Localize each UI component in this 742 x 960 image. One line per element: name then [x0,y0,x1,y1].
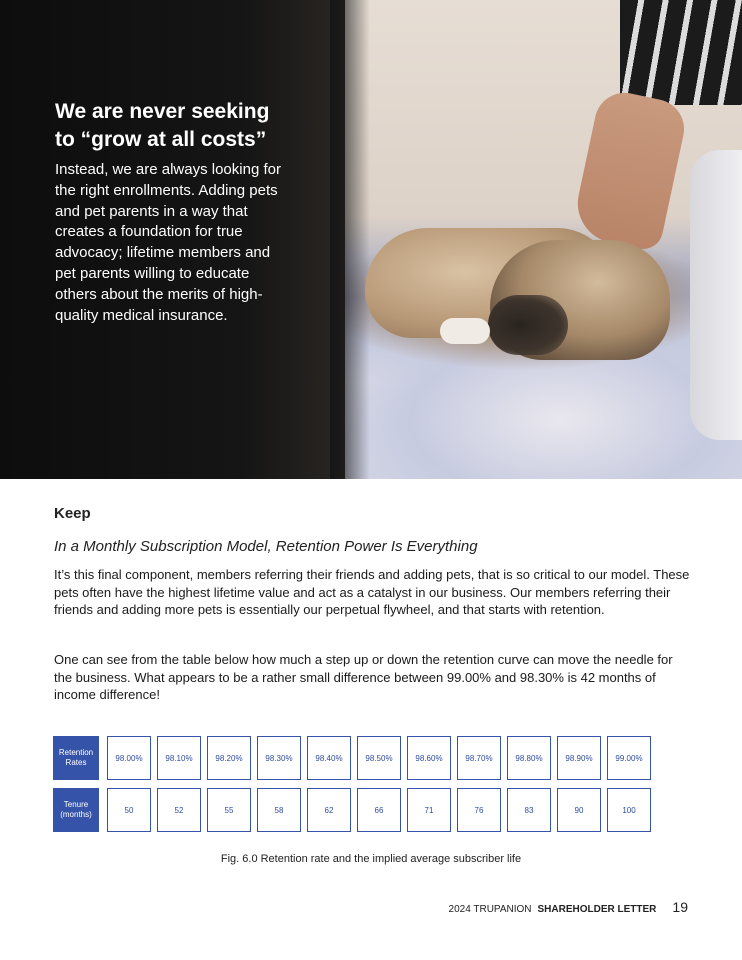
tenure-cell: 71 [407,788,451,832]
hero-shadow [330,0,370,479]
tenure-row-header: Tenure (months) [53,788,99,832]
tenure-cell: 52 [157,788,201,832]
tenure-cell: 100 [607,788,651,832]
paragraph-1: It’s this final component, members referring their friends and adding pets, that is so critical to our model. These pets often have the highest lifetime value and act as a catalyst in our business. Our members referring their friends and adding more pets is essentially our perpetual flywheel, and that starts with retention. [54,567,690,617]
tenure-cell: 62 [307,788,351,832]
hero-text-block [55,98,295,326]
tenure-cell: 76 [457,788,501,832]
tenure-cell: 83 [507,788,551,832]
page-footer [449,899,688,915]
puppy-paw [440,318,490,344]
hero-sleeve [620,0,742,105]
hero-body: Instead, we are always looking for the right enrollments. Adding pets and pet parents in a way that creates a foundation for true advocacy; lifetime members and pet parents willing to educate others about the merits of high-quality medical insurance. [55,161,281,324]
retention-cell: 98.90% [557,736,601,780]
retention-cell: 98.60% [407,736,451,780]
tenure-cell: 50 [107,788,151,832]
retention-row-header: Retention Rates [53,736,99,780]
section-subtitle: In a Monthly Subscription Model, Retention Power Is Everything [54,538,478,555]
tenure-cell: 58 [257,788,301,832]
retention-cell: 98.70% [457,736,501,780]
tenure-cell: 66 [357,788,401,832]
retention-cell: 98.20% [207,736,251,780]
hero-image [0,0,742,479]
hero-arm [570,87,689,252]
tenure-cell: 55 [207,788,251,832]
retention-cell: 98.00% [107,736,151,780]
footer-prefix: 2024 TRUPANION [448,904,532,915]
puppy-muzzle [488,295,568,355]
retention-cell: 98.40% [307,736,351,780]
paragraph-2: One can see from the table below how much a step up or down the retention curve can move the needle for the business. What appears to be a rather small difference between 99.00% and 98.30% is 42 months of income difference! [54,652,673,702]
retention-cell: 98.80% [507,736,551,780]
retention-cell: 98.50% [357,736,401,780]
tenure-row [53,788,657,832]
retention-cell: 98.30% [257,736,301,780]
retention-cell: 98.10% [157,736,201,780]
footer-title: SHAREHOLDER LETTER [537,904,657,915]
figure-caption: Fig. 6.0 Retention rate and the implied average subscriber life [220,853,522,865]
hero-title: We are never seeking to “grow at all costs” [55,100,270,151]
hero-sock [690,150,742,440]
retention-row [53,736,657,780]
retention-cell: 99.00% [607,736,651,780]
page-number: 19 [672,899,688,915]
tenure-cell: 90 [557,788,601,832]
section-label: Keep [54,505,91,522]
retention-table [53,736,657,840]
